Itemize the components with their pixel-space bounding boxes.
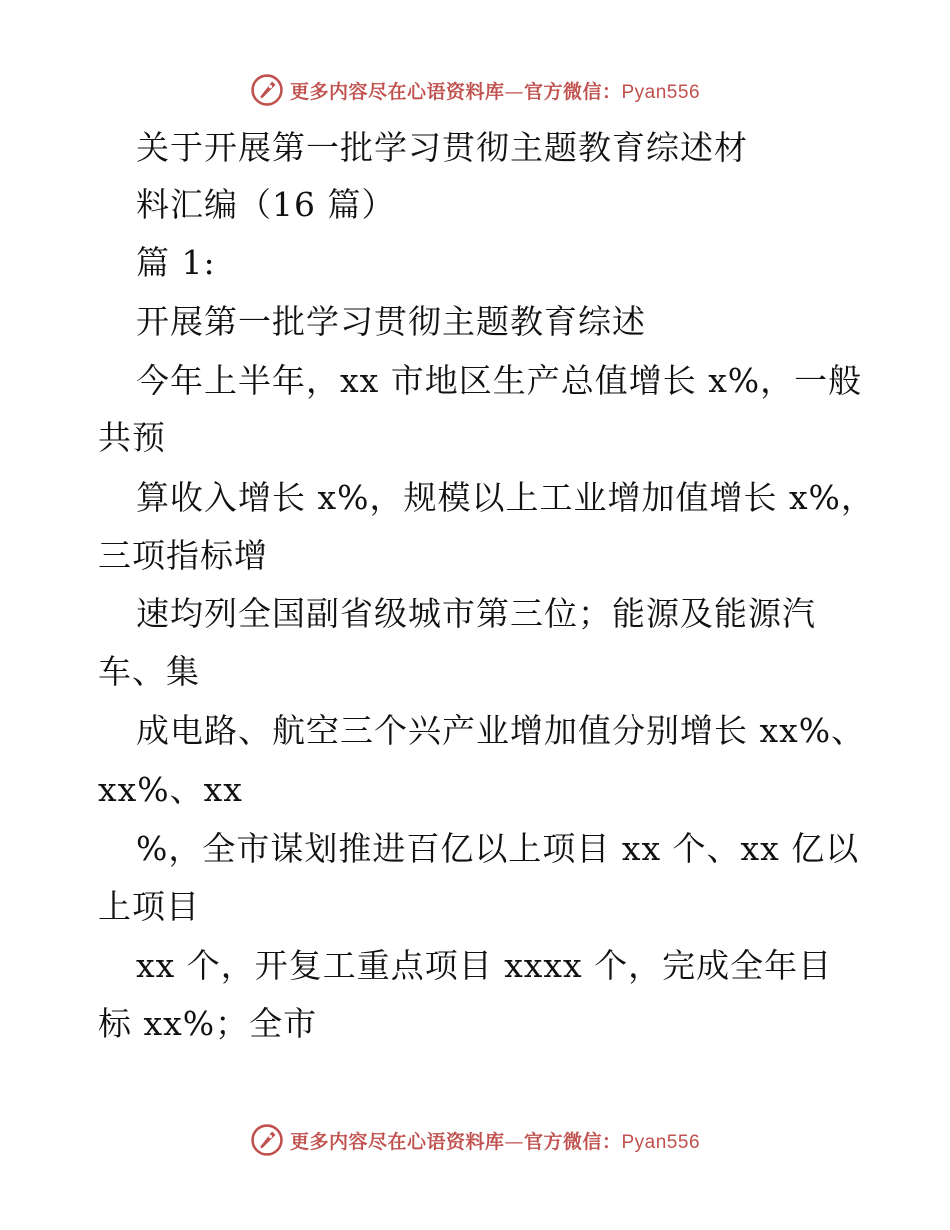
header-watermark: [0, 70, 950, 110]
doc-section-label: 篇 1:: [136, 243, 216, 282]
doc-paragraph-line: 共预: [98, 418, 166, 457]
pen-nib-logo-icon: [250, 1123, 284, 1157]
doc-paragraph-line: 今年上半年，xx 市地区生产总值增长 x%，一般: [136, 361, 863, 400]
doc-paragraph-line: %，全市谋划推进百亿以上项目 xx 个、xx 亿以: [136, 829, 860, 868]
watermark-separator: —: [504, 1130, 524, 1153]
pen-nib-logo-icon: [250, 73, 284, 107]
watermark-site: 更多内容尽在心语资料库: [289, 1130, 505, 1153]
doc-paragraph-line: xx%、xx: [98, 770, 243, 809]
watermark-text: [290, 77, 700, 104]
doc-title-line-2: 料汇编（16 篇）: [136, 185, 396, 224]
doc-paragraph-line: 标 xx%；全市: [98, 1004, 318, 1043]
doc-paragraph-line: 算收入增长 x%，规模以上工业增加值增长 x%，: [136, 478, 875, 517]
footer-watermark: [0, 1120, 950, 1160]
doc-paragraph-line: xx 个，开复工重点项目 xxxx 个，完成全年目: [136, 946, 833, 985]
watermark-text: [290, 1127, 700, 1154]
doc-paragraph-line: 车、集: [98, 652, 200, 691]
watermark-wechat-id: Pyan556: [621, 1131, 701, 1153]
watermark-wechat-id: Pyan556: [621, 81, 701, 103]
watermark-wechat-label: 官方微信：: [523, 1130, 622, 1153]
doc-title-line-1: 关于开展第一批学习贯彻主题教育综述材: [136, 128, 748, 167]
doc-paragraph-line: 速均列全国副省级城市第三位；能源及能源汽: [136, 594, 816, 633]
watermark-wechat-label: 官方微信：: [523, 80, 622, 103]
doc-section-title: 开展第一批学习贯彻主题教育综述: [136, 302, 646, 341]
doc-paragraph-line: 上项目: [98, 887, 200, 926]
watermark-site: 更多内容尽在心语资料库: [289, 80, 505, 103]
doc-paragraph-line: 成电路、航空三个兴产业增加值分别增长 xx%、: [136, 711, 866, 750]
doc-paragraph-line: 三项指标增: [98, 536, 268, 575]
watermark-separator: —: [504, 80, 524, 103]
